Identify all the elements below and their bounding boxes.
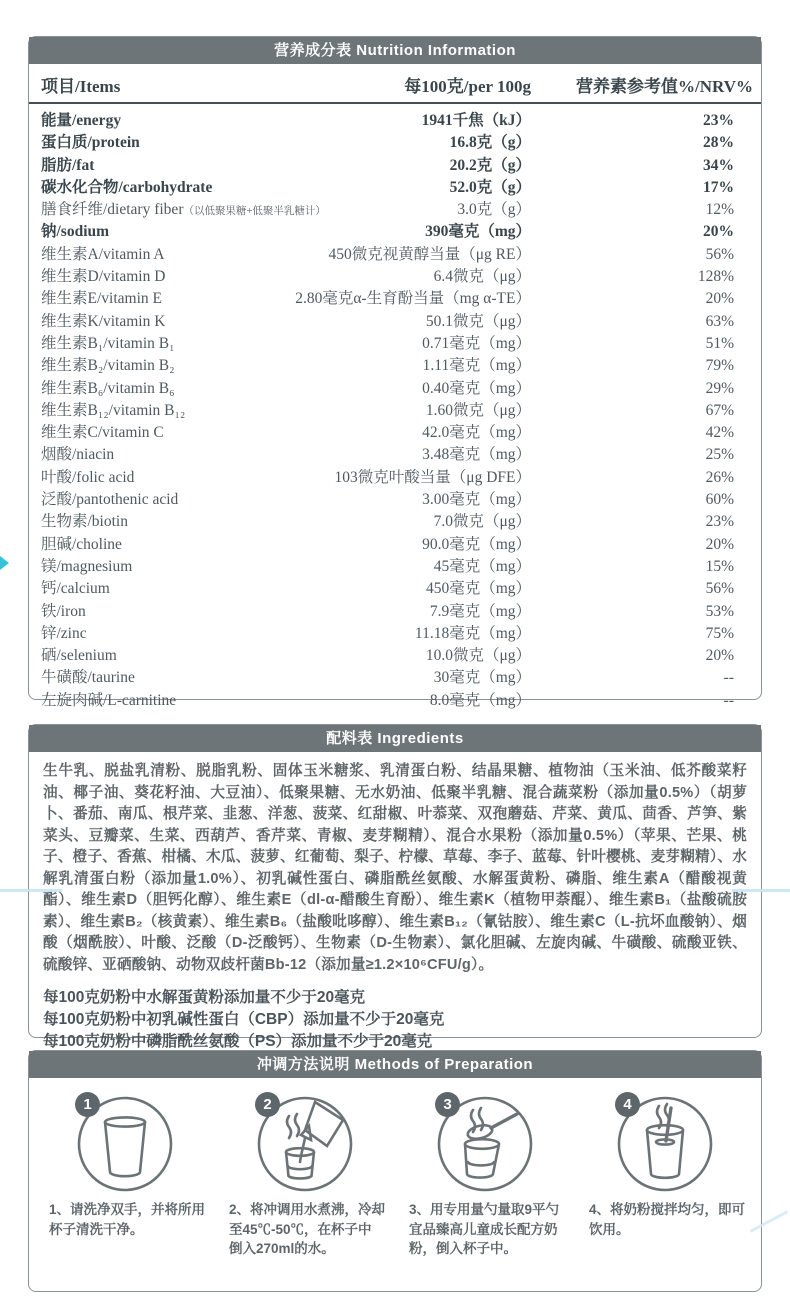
nutrient-nrv: 29% xyxy=(705,379,734,397)
nutrient-nrv: 63% xyxy=(705,312,734,330)
nutrient-amount: 8.0毫克（mg） xyxy=(429,691,531,709)
preparation-step-2 xyxy=(215,1088,395,1259)
step-caption: 4、将奶粉搅拌均匀，即可饮用。 xyxy=(589,1202,746,1237)
nutrient-amount: 0.71毫克（mg） xyxy=(422,334,531,352)
nutrient-nrv: 56% xyxy=(705,245,734,263)
nutrient-name: 维生素B₂/vitamin B₂ xyxy=(41,357,175,375)
nutrient-amount: 450微克视黄醇当量（μg RE） xyxy=(328,245,531,263)
nutrient-name: 硒/selenium xyxy=(41,647,117,665)
preparation-step-4 xyxy=(575,1088,755,1259)
nutrient-amount: 3.00毫克（mg） xyxy=(422,491,531,509)
nutrient-name: 维生素D/vitamin D xyxy=(41,268,166,286)
nutrient-name: 胆碱/choline xyxy=(41,535,122,553)
nutrient-nrv: 128% xyxy=(697,268,734,286)
nutrition-table-header xyxy=(29,64,761,104)
nutrient-amount: 1941千焦（kJ） xyxy=(421,112,531,129)
nutrient-amount: 0.40毫克（mg） xyxy=(422,379,531,397)
nutrient-nrv: 60% xyxy=(705,491,734,509)
claim-line: 每100克奶粉中水解蛋黄粉添加量不少于20毫克 xyxy=(43,989,366,1006)
step-number-badge: 3 xyxy=(435,1092,460,1117)
nutrient-amount: 1.60微克（μg） xyxy=(425,401,531,419)
nutrient-amount: 45毫克（mg） xyxy=(433,557,531,575)
claim-line: 每100克奶粉中磷脂酰丝氨酸（PS）添加量不少于20毫克 xyxy=(43,1033,433,1050)
nutrient-amount: 3.48毫克（mg） xyxy=(422,446,531,464)
nutrient-name: 维生素B₁/vitamin B₁ xyxy=(41,334,175,352)
nutrient-name: 生物素/biotin xyxy=(41,513,128,531)
nutrient-note: （以低聚果糖+低聚半乳糖计） xyxy=(183,206,326,218)
nutrient-name: 维生素E/vitamin E xyxy=(41,290,162,308)
nutrient-name: 牛磺酸/taurine xyxy=(41,669,135,687)
measuring-spoon-icon xyxy=(433,1090,537,1194)
nutrient-amount: 20.2克（g） xyxy=(449,156,531,174)
nutrient-nrv: 53% xyxy=(705,602,734,620)
nutrition-panel-title: 营养成分表 Nutrition Information xyxy=(29,37,761,64)
column-header-nrv: 营养素参考值%/NRV% xyxy=(576,77,753,96)
nutrient-amount: 90.0毫克（mg） xyxy=(422,535,531,553)
nutrient-nrv: 15% xyxy=(705,557,734,575)
left-edge-highlight xyxy=(0,889,62,892)
step-number-badge: 1 xyxy=(75,1092,100,1117)
nutrient-amount: 11.18毫克（mg） xyxy=(414,624,531,642)
carousel-arrow-icon[interactable] xyxy=(0,556,9,570)
nutrition-panel xyxy=(28,36,762,709)
nutrient-nrv: 20% xyxy=(703,223,734,241)
nutrient-nrv: 51% xyxy=(705,334,734,352)
nutrient-name: 钠/sodium xyxy=(41,223,110,241)
nutrition-row xyxy=(29,487,761,509)
nutrient-nrv: -- xyxy=(723,669,734,687)
nutrient-name: 脂肪/fat xyxy=(41,156,95,174)
nutrient-nrv: 23% xyxy=(703,112,734,129)
nutrition-row xyxy=(29,331,761,353)
nutrition-row xyxy=(29,599,761,621)
nutrition-row xyxy=(29,264,761,286)
nutrient-amount: 3.0克（g） xyxy=(457,201,531,219)
nutrient-amount: 50.1微克（μg） xyxy=(425,312,531,330)
nutrient-nrv: 56% xyxy=(705,580,734,598)
stir-cup-icon xyxy=(613,1090,717,1194)
nutrient-name: 蛋白质/protein xyxy=(41,134,140,152)
nutrient-name: 烟酸/niacin xyxy=(41,446,115,464)
nutrition-row xyxy=(29,130,761,152)
nutrient-name: 维生素B₆/vitamin B₆ xyxy=(41,379,175,397)
nutrient-amount: 450毫克（mg） xyxy=(425,580,531,598)
nutrition-row xyxy=(29,108,761,130)
nutrient-name: 膳食纤维/dietary fiber（以低聚果糖+低聚半乳糖计） xyxy=(41,201,326,219)
nutrient-nrv: 23% xyxy=(705,513,734,531)
nutrition-row xyxy=(29,376,761,398)
nutrition-row xyxy=(29,309,761,331)
nutrient-amount: 30毫克（mg） xyxy=(433,669,531,687)
nutrition-row xyxy=(29,643,761,665)
nutrient-name: 维生素B₁₂/vitamin B₁₂ xyxy=(41,401,186,419)
nutrition-row xyxy=(29,398,761,420)
nutrient-nrv: 75% xyxy=(705,624,734,642)
nutrient-amount: 7.0微克（μg） xyxy=(433,513,531,531)
right-edge-highlight xyxy=(732,889,790,892)
nutrient-nrv: 20% xyxy=(705,647,734,665)
nutrition-row xyxy=(29,554,761,576)
nutrition-row xyxy=(29,621,761,643)
step-number-badge: 4 xyxy=(615,1092,640,1117)
kettle-pour-icon xyxy=(253,1090,357,1194)
nutrition-table-body xyxy=(29,104,761,716)
nutrient-nrv: 20% xyxy=(705,535,734,553)
nutrition-row xyxy=(29,286,761,308)
nutrient-amount: 6.4微克（μg） xyxy=(433,268,531,286)
nutrition-row xyxy=(29,175,761,197)
column-header-per100g: 每100克/per 100g xyxy=(404,77,531,96)
nutrient-name: 铁/iron xyxy=(41,602,86,620)
nutrient-name: 左旋肉碱/L-carnitine xyxy=(41,691,177,709)
additive-claims xyxy=(43,987,747,1053)
nutrition-row xyxy=(29,509,761,531)
nutrient-amount: 103微克叶酸当量（μg DFE） xyxy=(334,468,531,486)
nutrient-amount: 16.8克（g） xyxy=(449,134,531,152)
empty-cup-icon xyxy=(73,1090,177,1194)
nutrient-nrv: 67% xyxy=(705,401,734,419)
nutrition-row xyxy=(29,420,761,442)
nutrient-name: 泛酸/pantothenic acid xyxy=(41,491,179,509)
nutrition-row xyxy=(29,219,761,241)
nutrient-name: 叶酸/folic acid xyxy=(41,468,135,486)
nutrition-row xyxy=(29,532,761,554)
nutrition-row xyxy=(29,242,761,264)
nutrient-name: 镁/magnesium xyxy=(41,557,133,575)
ingredients-panel xyxy=(28,724,762,1050)
nutrient-amount: 7.9毫克（mg） xyxy=(429,602,531,620)
nutrient-amount: 2.80毫克α-生育酚当量（mg α-TE） xyxy=(295,290,531,308)
ingredients-list-text: 生牛乳、脱盐乳清粉、脱脂乳粉、固体玉米糖浆、乳清蛋白粉、结晶果糖、植物油（玉米油、低芥酸菜籽油、椰子油、葵花籽油、大豆油）、低聚果糖、无水奶油、低聚半乳糖、混合蔬菜粉（添加量0.5%）（胡萝卜、番茄、南瓜、根芹菜、韭葱、洋葱、菠菜、红甜椒、叶菾菜、双孢蘑菇、芹菜、黄瓜、茴香、芦笋、紫菜头、豆瓣菜、生菜、西葫芦、香芹菜、青椒、麦芽糊精）、混合水果粉（添加量0.5%）（苹果、芒果、桃子、橙子、香蕉、柑橘、木瓜、菠萝、红葡萄、梨子、柠檬、草莓、李子、蓝莓、针叶樱桃、麦芽糊精）、水解乳清蛋白粉（添加量1.0%）、初乳碱性蛋白、磷脂酰丝氨酸、水解蛋黄粉、磷脂、维生素A（醋酸视黄酯）、维生素D（胆钙化醇）、维生素E（dl-α-醋酸生育酚）、维生素K（植物甲萘醌）、维生素B₁（盐酸硫胺素）、维生素B₂（核黄素）、维生素B₆（盐酸吡哆醇）、维生素B₁₂（氰钴胺）、维生素C（L-抗坏血酸钠）、烟酸（烟酰胺）、叶酸、泛酸（D-泛酸钙）、生物素（D-生物素）、氯化胆碱、左旋肉碱、牛磺酸、硫酸亚铁、硫酸锌、亚硒酸钠、动物双歧杆菌Bb-12（添加量≥1.2×10⁶CFU/g）。 xyxy=(43,763,747,973)
nutrient-amount: 390毫克（mg） xyxy=(425,223,531,241)
preparation-panel-title: 冲调方法说明 Methods of Preparation xyxy=(29,1051,761,1078)
nutrient-nrv: 25% xyxy=(705,446,734,464)
step-caption: 2、将冲调用水煮沸，冷却至45℃-50℃，在杯子中倒入270ml的水。 xyxy=(229,1202,386,1256)
nutrient-name: 维生素C/vitamin C xyxy=(41,424,164,442)
nutrient-amount: 10.0微克（μg） xyxy=(425,647,531,665)
nutrition-row xyxy=(29,465,761,487)
step-caption: 3、用专用量勺量取9平勺宜品臻高儿童成长配方奶粉，倒入杯子中。 xyxy=(409,1202,560,1256)
nutrient-nrv: 20% xyxy=(705,290,734,308)
nutrition-row xyxy=(29,153,761,175)
nutrient-nrv: 12% xyxy=(705,201,734,219)
nutrient-nrv: 26% xyxy=(705,468,734,486)
claim-line: 每100克奶粉中初乳碱性蛋白（CBP）添加量不少于20毫克 xyxy=(43,1011,445,1028)
nutrient-amount: 42.0毫克（mg） xyxy=(422,424,531,442)
nutrient-name: 钙/calcium xyxy=(41,580,110,598)
nutrient-nrv: 28% xyxy=(703,134,734,152)
preparation-steps xyxy=(29,1078,761,1259)
nutrient-nrv: 17% xyxy=(703,178,734,196)
ingredients-panel-title: 配料表 Ingredients xyxy=(29,725,761,752)
step-number-badge: 2 xyxy=(255,1092,280,1117)
nutrient-name: 能量/energy xyxy=(41,112,122,129)
nutrient-nrv: 42% xyxy=(705,424,734,442)
preparation-step-3 xyxy=(395,1088,575,1259)
nutrient-name: 锌/zinc xyxy=(41,624,87,642)
step-caption: 1、请洗净双手，并将所用杯子清洗干净。 xyxy=(49,1202,206,1237)
nutrition-row xyxy=(29,442,761,464)
nutrient-nrv: 34% xyxy=(703,156,734,174)
nutrition-row xyxy=(29,197,761,219)
nutrient-amount: 52.0克（g） xyxy=(449,178,531,196)
nutrition-row xyxy=(29,665,761,687)
nutrition-row xyxy=(29,688,761,710)
nutrient-name: 维生素K/vitamin K xyxy=(41,312,166,330)
nutrient-name: 维生素A/vitamin A xyxy=(41,245,165,263)
nutrition-row xyxy=(29,576,761,598)
nutrition-row xyxy=(29,353,761,375)
nutrient-nrv: -- xyxy=(723,691,734,709)
nutrient-amount: 1.11毫克（mg） xyxy=(422,357,531,375)
preparation-panel xyxy=(28,1050,762,1292)
nutrient-name: 碳水化合物/carbohydrate xyxy=(41,178,213,196)
column-header-items: 项目/Items xyxy=(41,77,121,96)
preparation-step-1 xyxy=(35,1088,215,1259)
ingredients-body xyxy=(29,752,761,1063)
nutrient-nrv: 79% xyxy=(705,357,734,375)
